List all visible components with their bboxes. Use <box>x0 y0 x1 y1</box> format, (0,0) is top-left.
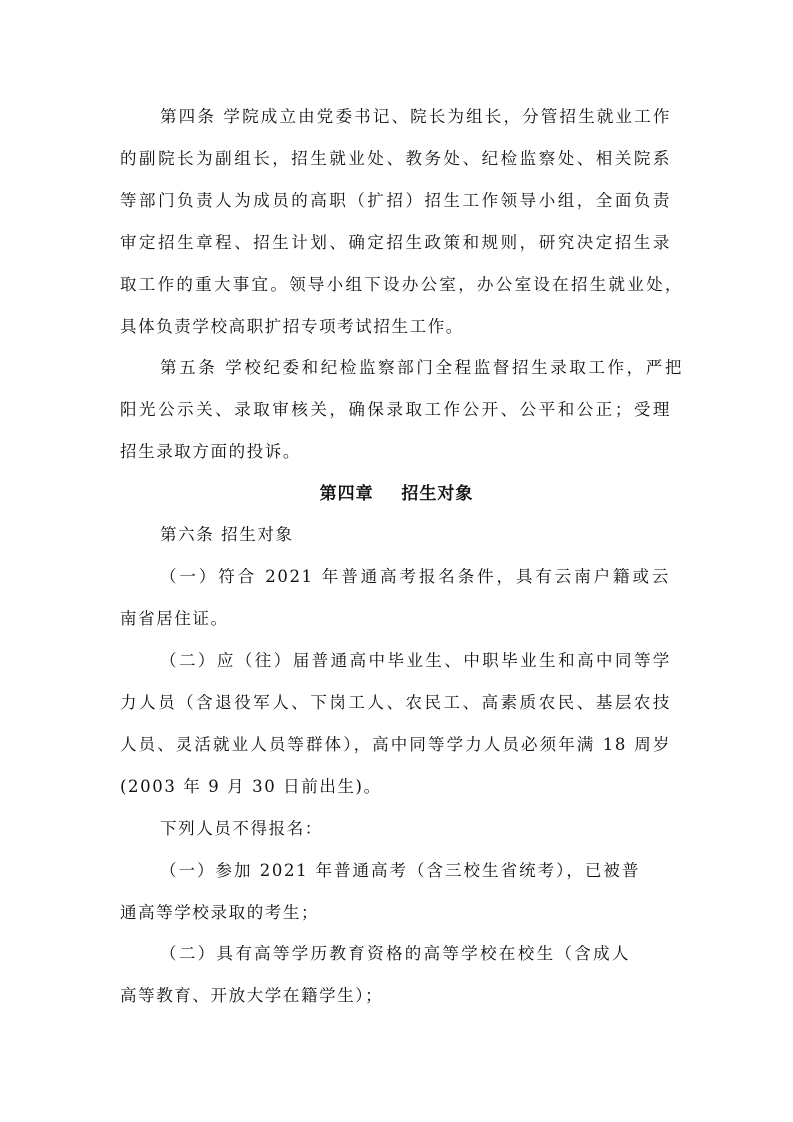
article6-item1-line-1: （一）符合 2021 年普通高考报名条件，具有云南户籍或云 <box>160 567 670 586</box>
article4-line-6: 具体负责学校高职扩招专项考试招生工作。 <box>120 317 464 336</box>
article5-line-1: 第五条 学校纪委和纪检监察部门全程监督招生录取工作，严把 <box>160 358 683 377</box>
article6-item2-line-4: (2003 年 9 月 30 日前出生)。 <box>120 777 382 796</box>
exclusion1-line-1: （一）参加 2021 年普通高考（含三校生省统考），已被普 <box>160 861 640 880</box>
chapter-title: 第四章 招生对象 <box>319 484 474 504</box>
article5-line-3: 招生录取方面的投诉。 <box>120 442 301 461</box>
article6-item2-line-2: 力人员（含退役军人、下岗工人、农民工、高素质农民、基层农技 <box>120 693 671 712</box>
article4-line-1: 第四条 学院成立由党委书记、院长为组长，分管招生就业工作 <box>160 107 671 126</box>
article6-item2-line-3: 人员、灵活就业人员等群体），高中同等学力人员必须年满 18 周岁 <box>120 735 671 754</box>
article4-line-5: 取工作的重大事宜。领导小组下设办公室，办公室设在招生就业处， <box>120 275 683 294</box>
chapter-heading <box>0 483 793 505</box>
article4-line-3: 等部门负责人为成员的高职（扩招）招生工作领导小组，全面负责 <box>120 191 671 210</box>
article6-heading: 第六条 招生对象 <box>160 525 294 544</box>
article5-line-2: 阳光公示关、录取审核关，确保录取工作公开、公平和公正；受理 <box>120 400 671 419</box>
exclusion-heading: 下列人员不得报名： <box>160 819 323 838</box>
exclusion1-line-2: 通高等学校录取的考生； <box>120 903 320 922</box>
exclusion2-line-1: （二）具有高等学历教育资格的高等学校在校生（含成人 <box>160 944 630 963</box>
article4-line-4: 审定招生章程、招生计划、确定招生政策和规则，研究决定招生录 <box>120 233 671 252</box>
article6-item1-line-2: 南省居住证。 <box>120 609 229 628</box>
article4-line-2: 的副院长为副组长，招生就业处、教务处、纪检监察处、相关院系 <box>120 149 671 168</box>
article6-item2-line-1: （二）应（往）届普通高中毕业生、中职毕业生和高中同等学 <box>160 651 671 670</box>
exclusion2-line-2: 高等教育、开放大学在籍学生）； <box>120 986 384 1005</box>
